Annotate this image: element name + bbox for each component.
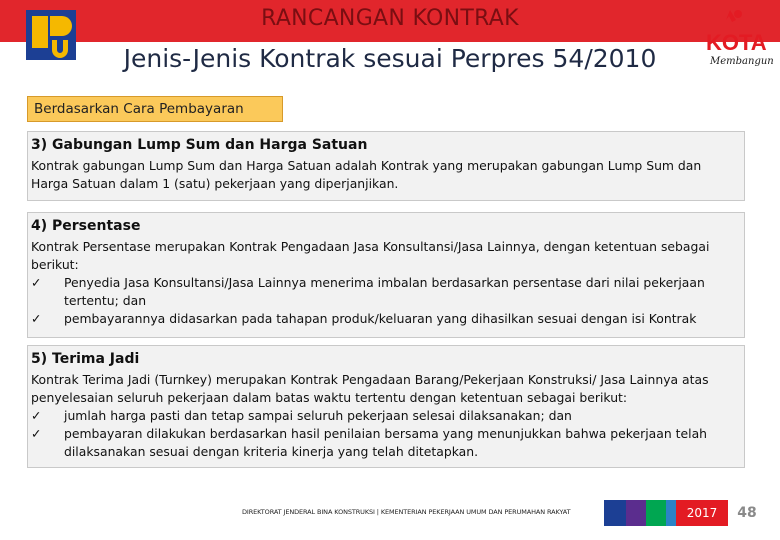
condition-item: ✓ pembayarannya didasarkan pada tahapan produk/keluaran yang dihasilkan sesuai dengan isi Kontrak	[31, 311, 697, 326]
page-subtitle: Jenis-Jenis Kontrak sesuai Perpres 54/2010	[123, 44, 657, 73]
contract-type-box	[27, 345, 745, 468]
footer-year: 2017	[676, 500, 728, 526]
kota-logo-text: KOTA	[706, 30, 767, 55]
footer-strip-segment	[604, 500, 626, 526]
kota-logo-slogan: Membangun	[710, 56, 774, 67]
condition-item: ✓ pembayaran dilakukan berdasarkan hasil penilaian bersama yang menunjukkan bahwa pekerjaan telah dilaksanakan sesuai dengan kriteria kinerja yang telah ditetapkan.	[31, 426, 708, 459]
section-label-tab: Berdasarkan Cara Pembayaran	[27, 96, 283, 122]
footer-strip-segment	[626, 500, 646, 526]
condition-list	[31, 407, 740, 461]
footer-institution-text: DIREKTORAT JENDERAL BINA KONSTRUKSI | KEMENTERIAN PEKERJAAN UMUM DAN PERUMAHAN RAKYAT	[242, 508, 571, 516]
page-title: RANCANGAN KONTRAK	[261, 6, 519, 31]
contract-type-heading: 4) Persentase	[31, 218, 141, 234]
check-icon: ✓	[31, 311, 42, 326]
contract-type-description: Kontrak Persentase merupakan Kontrak Pengadaan Jasa Konsultansi/Jasa Lainnya, dengan ketentuan sebagai berikut:	[31, 239, 710, 272]
kota-membangun-logo	[702, 4, 774, 68]
contract-type-box	[27, 131, 745, 201]
contract-type-heading: 3) Gabungan Lump Sum dan Harga Satuan	[31, 137, 368, 153]
page-number: 48	[737, 505, 757, 521]
condition-item: ✓ Penyedia Jasa Konsultansi/Jasa Lainnya menerima imbalan berdasarkan persentase dari nilai pekerjaan tertentu; dan	[31, 275, 705, 308]
condition-list	[31, 274, 740, 328]
check-icon: ✓	[31, 408, 42, 423]
contract-type-description: Kontrak gabungan Lump Sum dan Harga Satuan adalah Kontrak yang merupakan gabungan Lump Sum dan Harga Satuan dalam 1 (satu) pekerjaan yang diperjanjikan.	[31, 158, 702, 191]
contract-type-box	[27, 212, 745, 338]
check-icon: ✓	[31, 426, 42, 441]
contract-type-description: Kontrak Terima Jadi (Turnkey) merupakan Kontrak Pengadaan Barang/Pekerjaan Konstruksi/ Jasa Lainnya atas penyelesaian seluruh pekerjaan dalam batas waktu tertentu dengan ketentuan sebagai berikut:	[31, 372, 709, 405]
contract-type-heading: 5) Terima Jadi	[31, 351, 140, 367]
footer-strip-segment	[646, 500, 666, 526]
condition-item: ✓ jumlah harga pasti dan tetap sampai seluruh pekerjaan selesai dilaksanakan; dan	[31, 408, 572, 423]
check-icon: ✓	[31, 275, 42, 290]
